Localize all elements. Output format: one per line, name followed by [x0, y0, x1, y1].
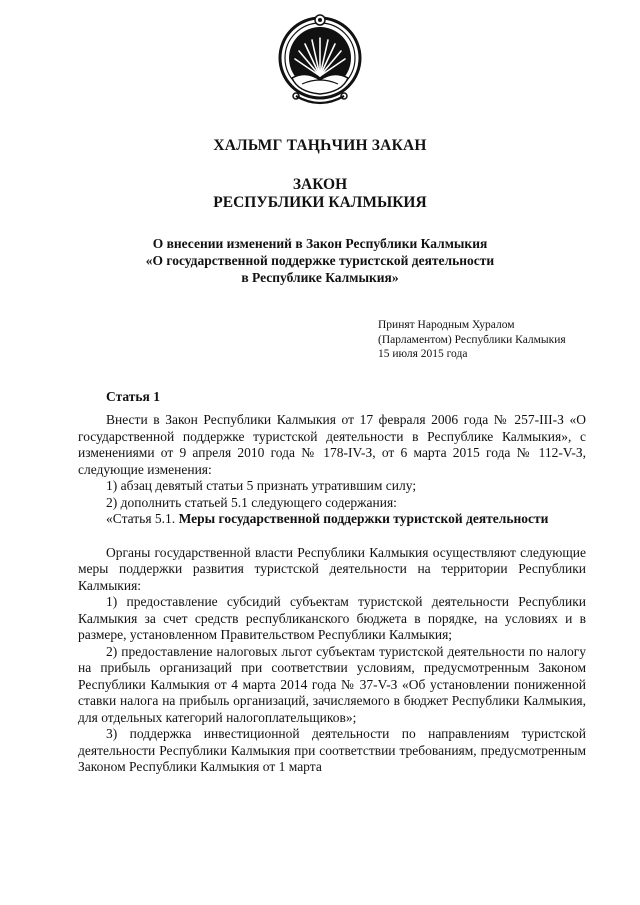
law-subject — [0, 235, 640, 286]
paragraph: 1) предоставление субсидий субъектам туристской деятельности Республики Калмыкия за счет средств республиканского бюджета в порядке, на условиях и в размере, установленном Правительством Республики Калмыкия; — [78, 594, 586, 642]
paragraph: 2) дополнить статьей 5.1 следующего содержания: — [106, 494, 397, 510]
paragraph: 2) предоставление налоговых льгот субъектам туристской деятельности по налогу на прибыль организаций при соответствии условиям, предусмотренным Законом Республики Калмыкия от 4 марта 2014 года № 37-V-З «Об установлении пониженной ставки налога на прибыль организаций, зачисляемого в бюджет Республики Калмыкия, для отдельных категорий налогоплательщиков»; — [78, 643, 586, 725]
adoption-line: (Парламентом) Республики Калмыкия — [378, 333, 566, 346]
law-title — [0, 176, 640, 212]
paragraph: 1) абзац девятый статьи 5 признать утратившим силу; — [106, 478, 417, 493]
subject-line: в Республике Калмыкия» — [241, 270, 399, 285]
article-heading: Статья 1 — [106, 389, 160, 404]
article-number: «Статья 5.1. — [106, 511, 176, 526]
paragraph: Органы государственной власти Республики Калмыкия осуществляют следующие меры поддержки развития туристской деятельности на территории Республики Калмыкия: — [78, 544, 586, 593]
paragraph: 3) поддержка инвестиционной деятельности по направлениям туристской деятельности Республики Калмыкия при соответствии требованиям, предусмотренным Законом Республики Калмыкия от 1 марта — [78, 726, 586, 774]
article-5-1-heading — [78, 511, 586, 528]
subject-line: О внесении изменений в Закон Республики Калмыкия — [152, 236, 488, 251]
adoption-date: 15 июля 2015 года — [378, 348, 468, 360]
title-kalmyk: ХАЛЬМГ ТАҢҺЧИН ЗАКАН — [213, 137, 427, 154]
article-title: Меры государственной поддержки туристской деятельности — [178, 511, 549, 526]
subject-line: «О государственной поддержке туристской деятельности — [145, 253, 495, 268]
emblem-of-kalmykia-icon — [276, 14, 364, 110]
paragraph: Внести в Закон Республики Калмыкия от 17 февраля 2006 года № 257-III-З «О государственной поддержке туристской деятельности в Республике Калмыкия», с изменениями от 9 апреля 2010 года № 178-IV-З, от 6 марта 2015 года № 112-V-З, следующие изменения: — [78, 412, 586, 477]
adoption-note — [378, 318, 608, 362]
title-law-word: ЗАКОН — [292, 176, 348, 193]
adoption-line: Принят Народным Хуралом — [378, 319, 515, 331]
title-republic: РЕСПУБЛИКИ КАЛМЫКИЯ — [213, 194, 427, 211]
document-body — [78, 412, 586, 776]
